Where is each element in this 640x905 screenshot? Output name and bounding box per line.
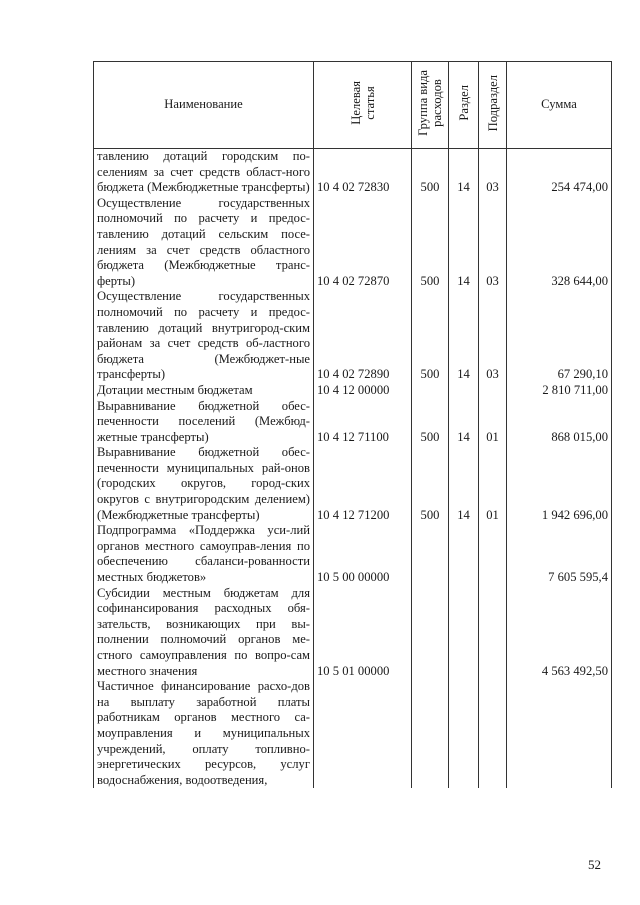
cell-name: Подпрограмма «Поддержка уси-лий органов местного самоуправ-ления по обеспечению сбаланси-рованности местных бюджетов» (94, 523, 314, 585)
header-subsection-text: Подраздел (485, 74, 500, 131)
cell-section (449, 679, 479, 788)
header-section-text: Раздел (456, 84, 471, 121)
header-sum: Сумма (507, 62, 612, 149)
header-expense-group-text: Группа вида расходов (416, 69, 444, 136)
cell-name: тавлению дотаций городским по-селениям за счет средств област-ного бюджета (Межбюджетные трансферты) (94, 149, 314, 196)
cell-expense-group (412, 679, 449, 788)
cell-sum: 1 942 696,00 (507, 445, 612, 523)
header-section (449, 62, 479, 149)
table-row (94, 196, 612, 290)
cell-sum: 868 015,00 (507, 399, 612, 446)
cell-expense-group: 500 (412, 149, 449, 196)
cell-name: Частичное финансирование расхо-дов на выплату заработной платы работникам органов местного са-моуправления и муниципальных учреждений, оплату топливно-энергетических ресурсов, услуг водоснабжения, водоотведения, (94, 679, 314, 788)
cell-subsection (479, 679, 507, 788)
table-row (94, 289, 612, 383)
page-number: 52 (588, 857, 601, 872)
cell-sum: 67 290,10 (507, 289, 612, 383)
cell-subsection (479, 523, 507, 585)
cell-target-article: 10 4 12 71100 (314, 399, 412, 446)
cell-expense-group (412, 523, 449, 585)
cell-sum (507, 679, 612, 788)
cell-section (449, 523, 479, 585)
header-target-article-text: Целевая статья (348, 80, 377, 125)
cell-section (449, 586, 479, 680)
cell-target-article: 10 5 01 00000 (314, 586, 412, 680)
table-row (94, 679, 612, 788)
cell-subsection: 03 (479, 149, 507, 196)
cell-name: Выравнивание бюджетной обес-печенности муниципальных рай-онов (городских округов, город-ских округов с внутригородским делением) (Межбюджетные трансферты) (94, 445, 314, 523)
table-row (94, 523, 612, 585)
cell-sum: 254 474,00 (507, 149, 612, 196)
cell-sum: 4 563 492,50 (507, 586, 612, 680)
table-row (94, 586, 612, 680)
cell-section: 14 (449, 399, 479, 446)
cell-expense-group: 500 (412, 289, 449, 383)
table-row (94, 399, 612, 446)
cell-name: Осуществление государственных полномочий по расчету и предос-тавлению дотаций внутригород-ским районам за счет средств об-ластного бюджета (Межбюджет-ные трансферты) (94, 289, 314, 383)
cell-expense-group (412, 586, 449, 680)
cell-target-article: 10 5 00 00000 (314, 523, 412, 585)
cell-subsection: 03 (479, 289, 507, 383)
cell-subsection (479, 383, 507, 399)
cell-section: 14 (449, 149, 479, 196)
cell-expense-group: 500 (412, 445, 449, 523)
cell-target-article: 10 4 12 00000 (314, 383, 412, 399)
cell-target-article: 10 4 12 71200 (314, 445, 412, 523)
cell-subsection: 03 (479, 196, 507, 290)
cell-subsection (479, 586, 507, 680)
header-name: Наименование (94, 62, 314, 149)
cell-section: 14 (449, 289, 479, 383)
header-target-article (314, 62, 412, 149)
cell-target-article (314, 679, 412, 788)
cell-section: 14 (449, 445, 479, 523)
cell-expense-group: 500 (412, 196, 449, 290)
cell-sum: 7 605 595,4 (507, 523, 612, 585)
header-expense-group (412, 62, 449, 149)
table-row (94, 383, 612, 399)
cell-sum: 328 644,00 (507, 196, 612, 290)
cell-name: Осуществление государственных полномочий по расчету и предос-тавлению дотаций сельским посе-лениям за счет средств областного бюджета (Межбюджетные транс-ферты) (94, 196, 314, 290)
cell-name: Субсидии местным бюджетам для софинансирования расходных обя-зательств, возникающих при вы-полнении полномочий органов ме-стного самоуправления по вопро-сам местного значения (94, 586, 314, 680)
table-row (94, 149, 612, 196)
cell-target-article: 10 4 02 72870 (314, 196, 412, 290)
cell-target-article: 10 4 02 72830 (314, 149, 412, 196)
cell-target-article: 10 4 02 72890 (314, 289, 412, 383)
cell-name: Дотации местным бюджетам (94, 383, 314, 399)
cell-sum: 2 810 711,00 (507, 383, 612, 399)
cell-expense-group: 500 (412, 399, 449, 446)
table-body (94, 149, 612, 789)
cell-name: Выравнивание бюджетной обес-печенности поселений (Межбюд-жетные трансферты) (94, 399, 314, 446)
cell-section (449, 383, 479, 399)
cell-section: 14 (449, 196, 479, 290)
cell-subsection: 01 (479, 399, 507, 446)
cell-expense-group (412, 383, 449, 399)
table-header-row (94, 62, 612, 149)
table-row (94, 445, 612, 523)
budget-table (93, 61, 612, 788)
header-subsection (479, 62, 507, 149)
cell-subsection: 01 (479, 445, 507, 523)
